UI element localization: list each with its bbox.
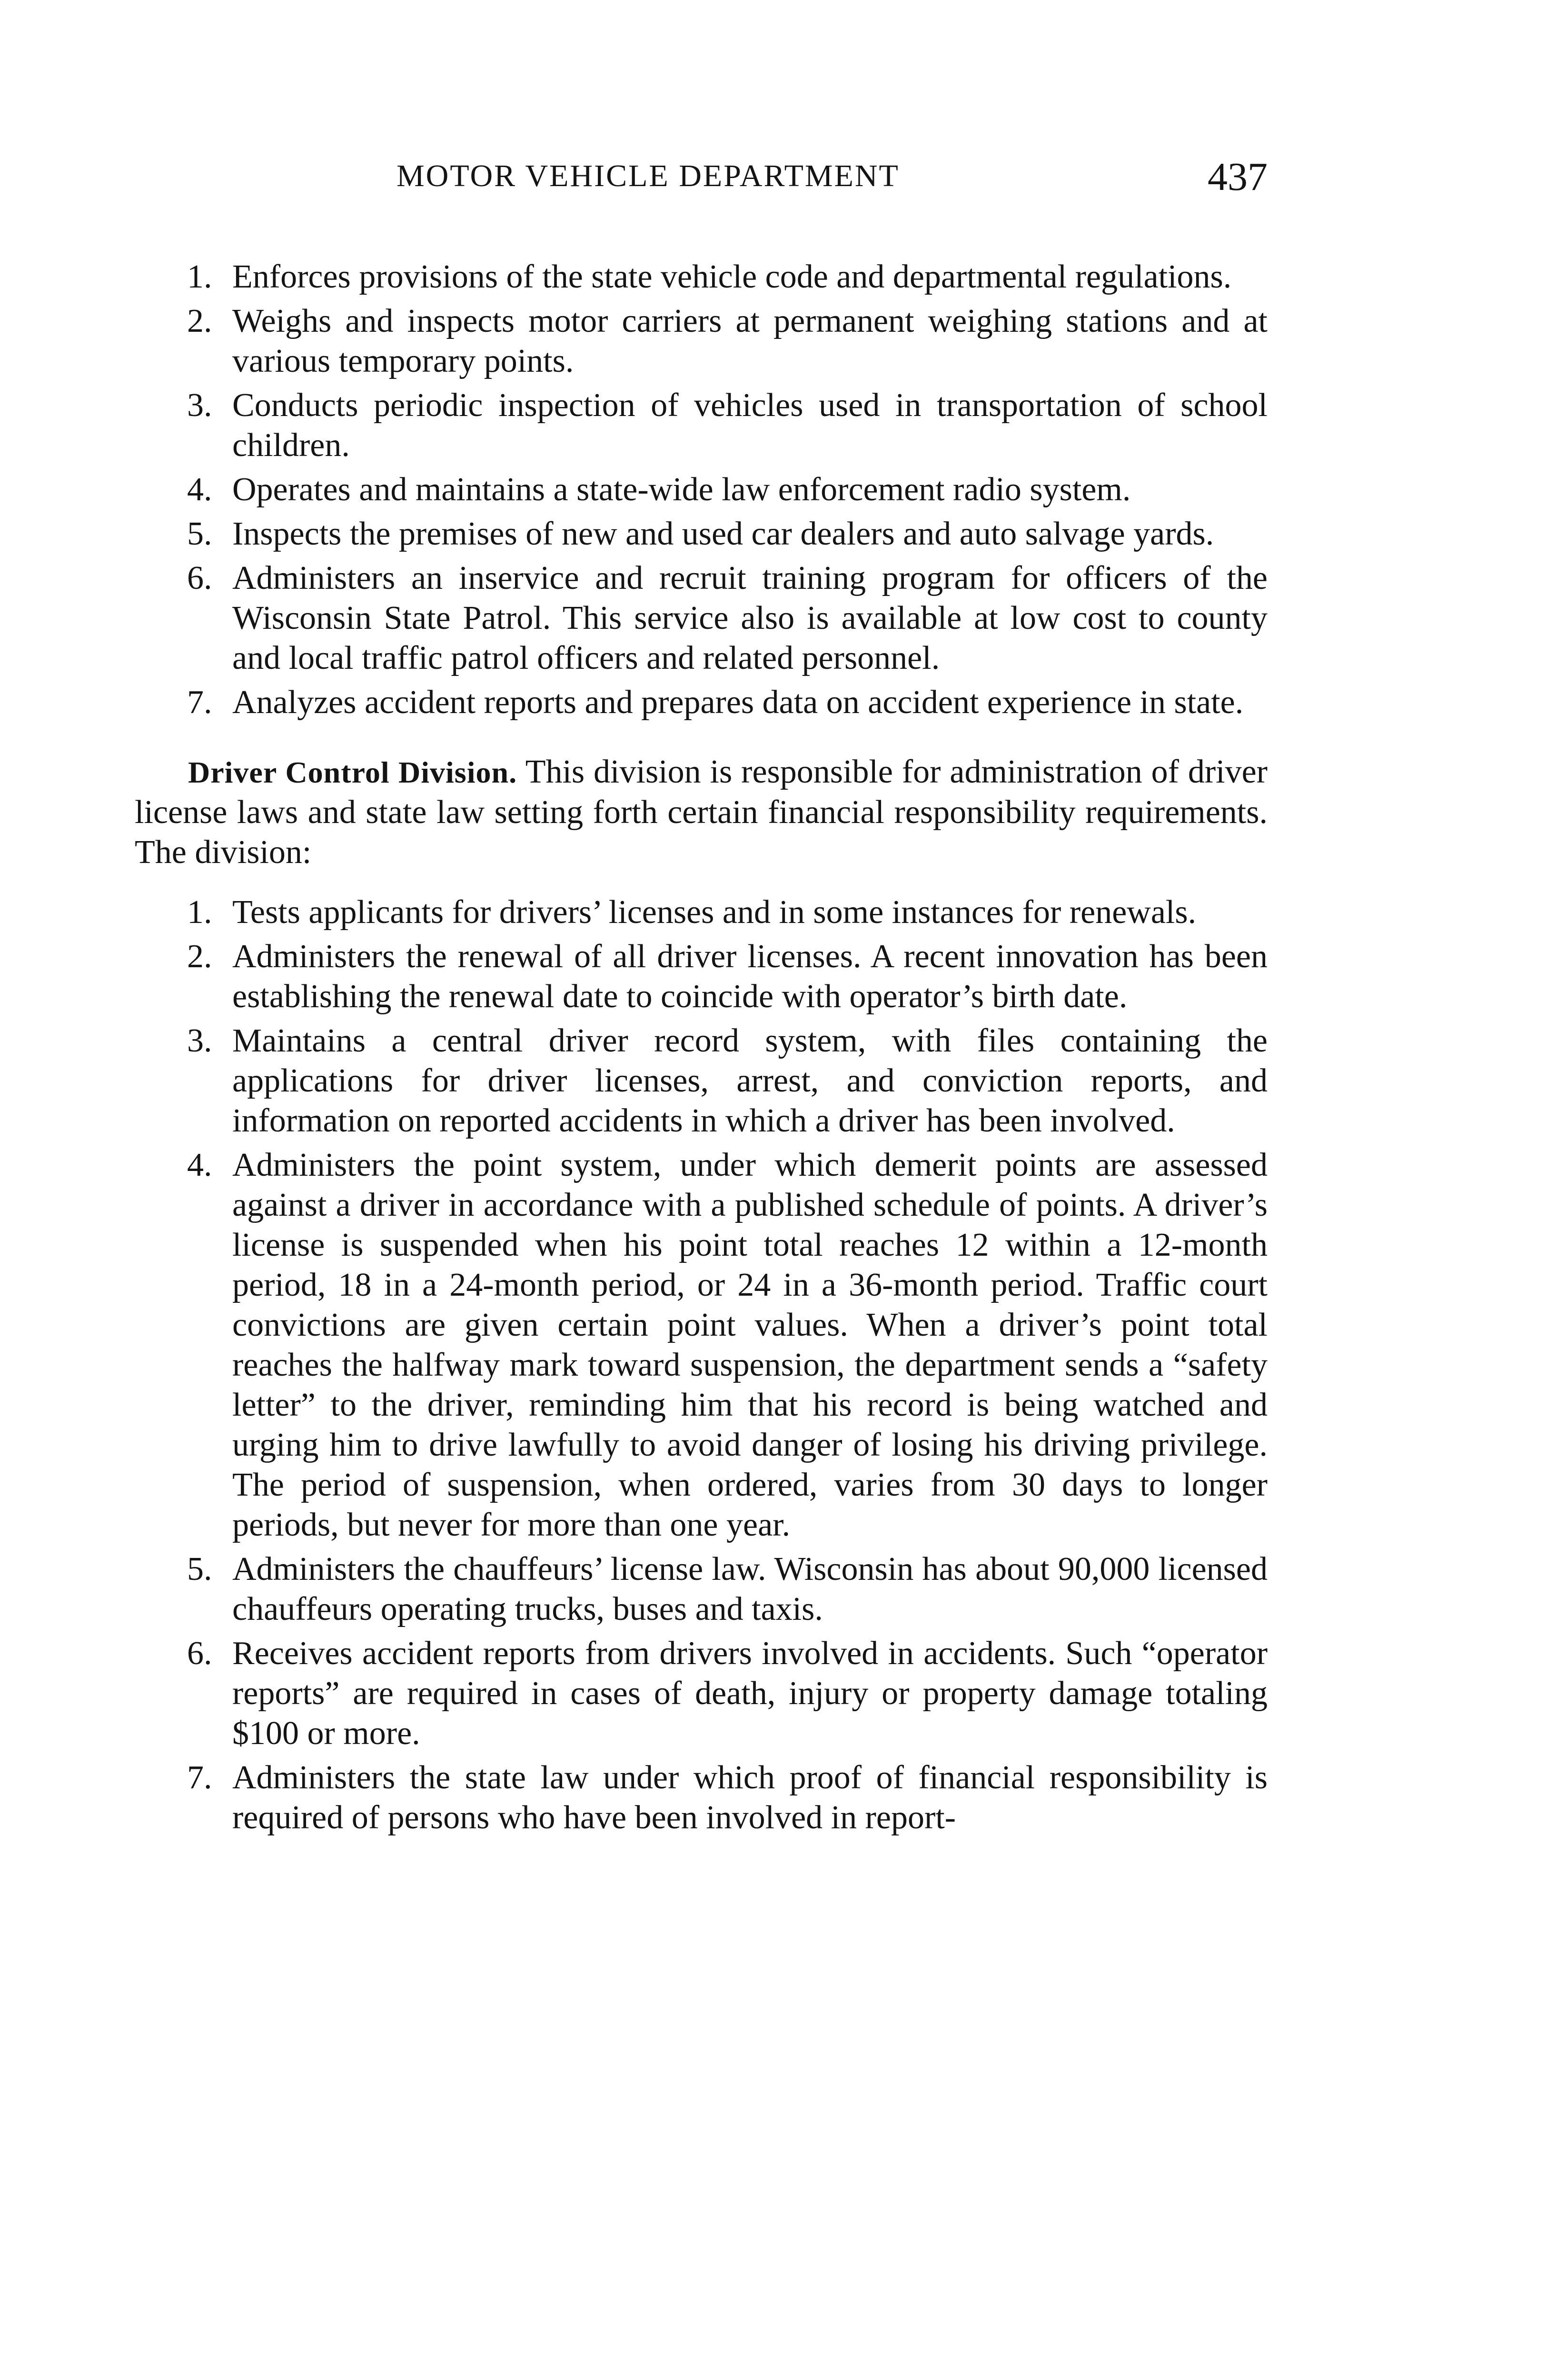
item-text: Administers the renewal of all driver licenses. A recent innovation has been establishing the renewal date to coincide with operator’s birth date. [232, 938, 1268, 1015]
list-item [135, 301, 1268, 381]
item-number: 3. [187, 1022, 212, 1059]
list-item [135, 892, 1268, 932]
item-text: Receives accident reports from drivers involved in accidents. Such “operator reports” are required in cases of death, injury or property damage totaling $100 or more. [232, 1635, 1268, 1752]
item-text: Administers an inservice and recruit training program for officers of the Wisconsin State Patrol. This service also is available at low cost to county and local traffic patrol officers and related personnel. [232, 560, 1268, 676]
running-title: MOTOR VEHICLE DEPARTMENT [396, 159, 900, 193]
item-text: Weighs and inspects motor carriers at permanent weighing stations and at various temporary points. [232, 303, 1268, 379]
section-text: This division is responsible for administration of driver license laws and state law setting forth certain financial responsibility requirements. The division: [135, 754, 1268, 871]
list-item [135, 1021, 1268, 1141]
section-paragraph [135, 752, 1268, 873]
item-text: Inspects the premises of new and used car dealers and auto salvage yards. [232, 516, 1214, 552]
item-number: 7. [187, 684, 212, 721]
page-number: 437 [1208, 155, 1268, 199]
list-item [135, 386, 1268, 466]
patrol-duties-list [135, 257, 1268, 723]
list-item [135, 1758, 1268, 1838]
item-number: 6. [187, 560, 212, 596]
item-number: 7. [187, 1759, 212, 1796]
item-number: 6. [187, 1635, 212, 1672]
item-text: Administers the state law under which proof of financial responsibility is required of persons who have been involved in report- [232, 1759, 1268, 1836]
item-number: 3. [187, 387, 212, 424]
driver-control-list [135, 892, 1268, 1838]
item-number: 2. [187, 303, 212, 339]
item-text: Enforces provisions of the state vehicle code and departmental regulations. [232, 258, 1232, 295]
item-number: 4. [187, 471, 212, 508]
list-item [135, 683, 1268, 723]
list-item [135, 1145, 1268, 1545]
running-header [135, 157, 1268, 205]
item-text: Administers the point system, under which demerit points are assessed against a driver in accordance with a published schedule of points. A driver’s license is suspended when his point total reaches 12 within a 12-month period, 18 in a 24-month period, or 24 in a 36-month period. Traffic court convictions are given certain point values. When a driver’s point total reaches the halfway mark toward suspension, the department sends a “safety letter” to the driver, reminding him that his record is being watched and urging him to drive lawfully to avoid danger of losing his driving privilege. The period of suspension, when ordered, varies from 30 days to longer periods, but never for more than one year. [232, 1147, 1268, 1543]
item-number: 2. [187, 938, 212, 975]
list-item [135, 514, 1268, 554]
item-text: Conducts periodic inspection of vehicles used in transportation of school children. [232, 387, 1268, 464]
item-text: Administers the chauffeurs’ license law. Wisconsin has about 90,000 licensed chauffeurs operating trucks, buses and taxis. [232, 1551, 1268, 1627]
item-number: 5. [187, 1551, 212, 1587]
list-item [135, 937, 1268, 1017]
item-number: 1. [187, 894, 212, 931]
list-item [135, 257, 1268, 297]
item-text: Tests applicants for drivers’ licenses and in some instances for renewals. [232, 894, 1197, 931]
section-heading: Driver Control Division. [188, 755, 517, 789]
item-text: Operates and maintains a state-wide law enforcement radio system. [232, 471, 1131, 508]
item-text: Maintains a central driver record system, with files containing the applications for driver licenses, arrest, and conviction reports, and information on reported accidents in which a driver has been involved. [232, 1022, 1268, 1139]
list-item [135, 1634, 1268, 1754]
item-number: 5. [187, 516, 212, 552]
item-text: Analyzes accident reports and prepares data on accident experience in state. [232, 684, 1244, 721]
item-number: 1. [187, 258, 212, 295]
body-text [135, 257, 1268, 1842]
list-item [135, 558, 1268, 678]
item-number: 4. [187, 1147, 212, 1183]
list-item [135, 470, 1268, 510]
list-item [135, 1549, 1268, 1629]
